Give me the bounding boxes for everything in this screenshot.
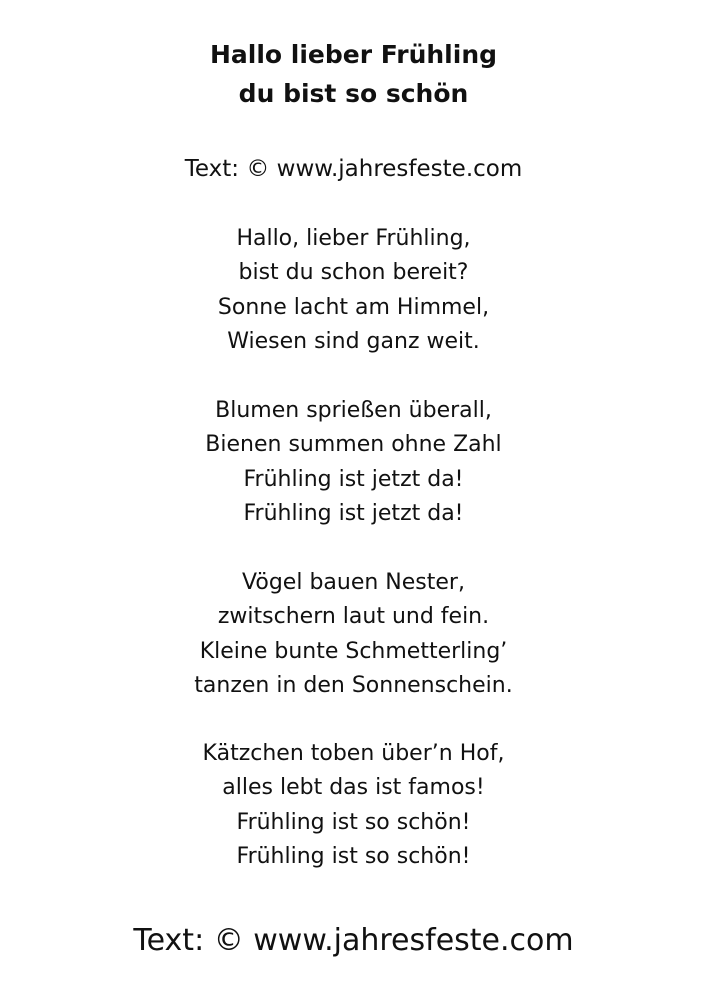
poem-title-line-1: Hallo lieber Frühling — [209, 40, 498, 69]
verse-line: Wiesen sind ganz weit. — [227, 328, 480, 354]
verse-line: Frühling ist so schön! — [236, 843, 471, 869]
verse-line: Hallo, lieber Frühling, — [236, 226, 471, 251]
verse-line: Vögel bauen Nester, — [242, 570, 465, 595]
verse-line: Kätzchen toben über’n Hof, — [202, 741, 505, 766]
verse-line: Blumen sprießen überall, — [215, 398, 492, 423]
poem-title-line-2: du bist so schön — [238, 79, 469, 108]
verse-line: Bienen summen ohne Zahl — [205, 432, 502, 458]
verse-line: Kleine bunte Schmetterling’ — [199, 638, 508, 664]
stanza-1 — [0, 222, 707, 359]
verse-line: alles lebt das ist famos! — [222, 775, 485, 801]
verse-line: bist du schon bereit? — [238, 260, 469, 286]
verse-line: zwitschern laut und fein. — [217, 604, 490, 630]
stanza-4 — [0, 737, 707, 874]
verse-line: Frühling ist jetzt da! — [243, 466, 464, 492]
verse-line: Frühling ist so schön! — [236, 809, 471, 835]
copyright-credit-bottom: Text: © www.jahresfeste.com — [133, 923, 574, 958]
verse-line: tanzen in den Sonnenschein. — [194, 672, 513, 698]
stanza-2 — [0, 394, 707, 531]
copyright-credit-top: Text: © www.jahresfeste.com — [184, 156, 523, 182]
stanza-3 — [0, 566, 707, 703]
verse-line: Sonne lacht am Himmel, — [217, 294, 490, 320]
verse-line: Frühling ist jetzt da! — [243, 500, 464, 526]
